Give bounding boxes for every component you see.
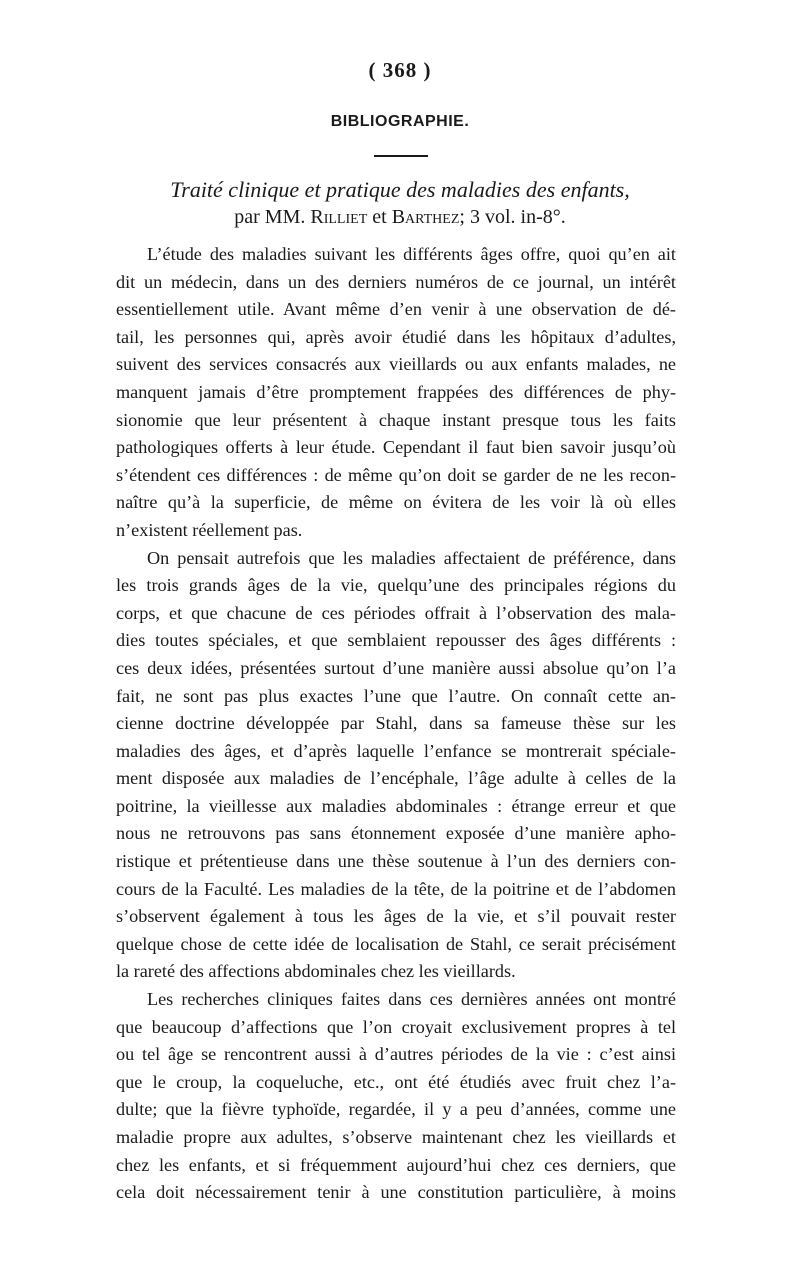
text-line: quelque chose de cette idée de localisation de Stahl, ce serait précisément: [116, 933, 676, 954]
text-line: L’étude des maladies suivant les différents âges offre, quoi qu’en ait: [147, 244, 676, 264]
text-line: pathologiques offerts à leur étude. Cependant il faut bien savoir jusqu’où: [116, 437, 676, 458]
text-line: maladie propre aux adultes, s’observe maintenant chez les vieillards et: [116, 1127, 676, 1147]
text-line: les trois grands âges de la vie, quelqu’une des principales régions du: [116, 575, 676, 596]
text-line: ou tel âge se rencontrent aussi à d’autres périodes de la vie : c’est ainsi: [116, 1044, 676, 1065]
divider-rule: [374, 155, 428, 157]
text-line: manquent jamais d’être promptement frappées des différences de phy-: [116, 381, 676, 402]
text-line: fait, ne sont pas plus exactes l’une que l’autre. On connaît cette an-: [116, 685, 676, 706]
text-line: s’observent également à tous les âges de la vie, et s’il pouvait rester: [116, 906, 676, 927]
byline-suffix: ; 3 vol. in-8°.: [459, 206, 566, 228]
text-line: chez les enfants, et si fréquemment aujourd’hui chez ces derniers, que: [116, 1154, 676, 1175]
text-line: dies toutes spéciales, et que semblaient repousser des âges différents :: [116, 630, 676, 651]
text-line: essentiellement utile. Avant même d’en venir à une observation de dé-: [116, 299, 676, 320]
text-line: ces deux idées, présentées surtout d’une manière aussi absolue qu’on l’a: [116, 657, 676, 678]
text-line: Les recherches cliniques faites dans ces dernières années ont montré: [147, 989, 676, 1010]
text-line: maladies des âges, et d’après laquelle l’enfance se montrerait spéciale-: [116, 740, 676, 761]
text-line: sionomie que leur présentent à chaque instant presque tous les faits: [116, 409, 676, 430]
text-line: cours de la Faculté. Les maladies de la tête, de la poitrine et de l’abdomen: [116, 878, 676, 899]
text-line: la rareté des affections abdominales chez les vieillards.: [116, 961, 516, 982]
body-text: [116, 241, 676, 1207]
text-line: cienne doctrine développée par Stahl, dans sa fameuse thèse sur les: [116, 713, 676, 734]
text-line: que le croup, la coqueluche, etc., ont été étudiés avec fruit chez l’a-: [116, 1071, 676, 1092]
text-line: n’existent réellement pas.: [116, 519, 303, 540]
text-line: poitrine, la vieillesse aux maladies abdominales : étrange erreur et que: [116, 795, 676, 816]
article-byline: [100, 203, 700, 231]
author-name: Rilliet: [310, 206, 368, 228]
byline-join: et: [367, 206, 392, 228]
text-line: nous ne retrouvons pas sans étonnement exposée d’une manière apho-: [116, 823, 676, 844]
byline-prefix: par MM.: [234, 206, 311, 228]
text-line: dulte; que la fièvre typhoïde, regardée, il y a peu d’années, comme une: [116, 1099, 676, 1120]
text-line: ristique et prétentieuse dans une thèse soutenue à l’un des derniers con-: [116, 851, 676, 872]
text-line: dit un médecin, dans un des derniers numéros de ce journal, un intérêt: [116, 271, 676, 292]
author-name: Barthez: [391, 206, 460, 228]
text-line: tail, les personnes qui, après avoir étudié dans les hôpitaux d’adultes,: [116, 326, 676, 347]
text-line: s’étendent ces différences : de même qu’on doit se garder de ne les recon-: [116, 464, 676, 485]
text-line: cela doit nécessairement tenir à une constitution particulière, à moins: [116, 1182, 676, 1203]
text-line: corps, et que chacune de ces périodes offrait à l’observation des mala-: [116, 602, 676, 623]
article-title: Traité clinique et pratique des maladies des enfants,: [170, 177, 630, 202]
text-line: naître qu’à la superficie, de même on évitera de les voir là où elles: [116, 492, 676, 513]
text-line: ment disposée aux maladies de l’encéphale, l’âge adulte à celles de la: [116, 768, 676, 789]
text-line: On pensait autrefois que les maladies affectaient de préférence, dans: [147, 547, 676, 568]
section-title: BIBLIOGRAPHIE.: [330, 113, 470, 130]
text-line: que beaucoup d’affections que l’on croyait exclusivement propres à tel: [116, 1016, 676, 1037]
text-line: suivent des services consacrés aux vieillards ou aux enfants malades, ne: [116, 354, 676, 375]
page-number: ( 368 ): [368, 58, 432, 82]
